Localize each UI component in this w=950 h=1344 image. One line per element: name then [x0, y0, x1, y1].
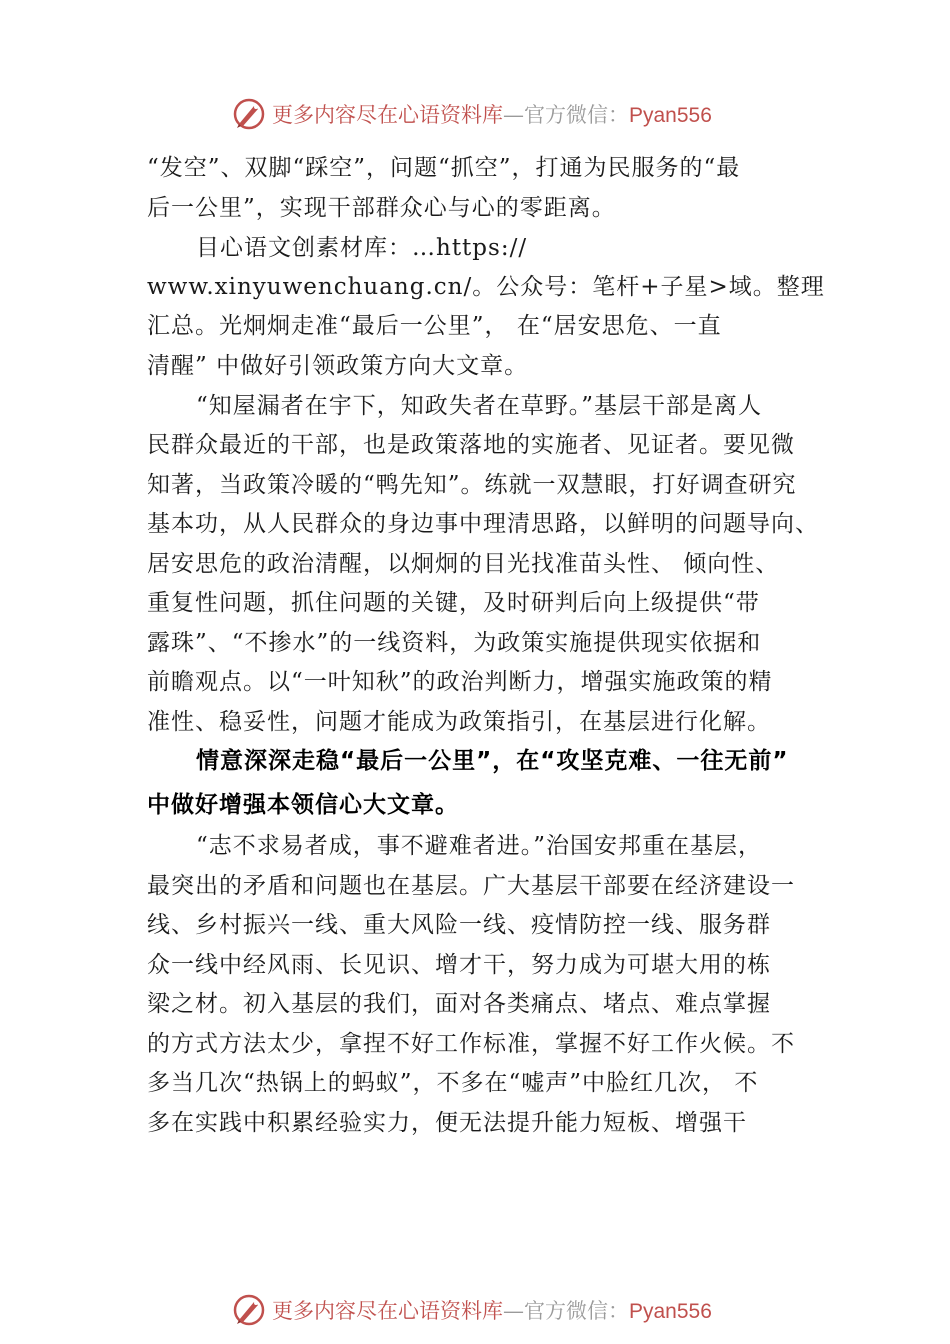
- text-line: 目心语文创素材库：…https://: [196, 235, 528, 261]
- footer-dash: —: [503, 1299, 524, 1323]
- page-header: [232, 96, 752, 132]
- text-line: 露珠”、“不掺水”的一线资料，为政策实施提供现实依据和: [147, 630, 762, 656]
- footer-wechat-label: 官方微信：: [524, 1299, 629, 1323]
- text-line: 民群众最近的干部，也是政策落地的实施者、见证者。要见微: [147, 432, 795, 458]
- page-footer: [232, 1292, 752, 1328]
- text-line: 重复性问题，抓住问题的关键，及时研判后向上级提供“带: [147, 590, 760, 616]
- text-line: 清醒” 中做好引领政策方向大文章。: [147, 353, 529, 379]
- text-line: 最突出的矛盾和问题也在基层。广大基层干部要在经济建设一: [147, 873, 795, 899]
- header-wechat-id: Pyan556: [629, 104, 712, 127]
- footer-title: 更多内容尽在心语资料库: [272, 1299, 503, 1323]
- text-line: “发空”、双脚“踩空”，问题“抓空”，打通为民服务的“最: [147, 155, 741, 181]
- text-line: 基本功，从人民群众的身边事中理清思路，以鲜明的问题导向、: [147, 511, 819, 537]
- section-heading: 情意深深走稳“最后一公里”，在“攻坚克难、一往无前”: [196, 748, 789, 774]
- text-line: 多在实践中积累经验实力，便无法提升能力短板、增强干: [147, 1110, 747, 1136]
- text-line: 众一线中经风雨、长见识、增才干，努力成为可堪大用的栋: [147, 952, 771, 978]
- footer-wechat-id: Pyan556: [629, 1300, 712, 1323]
- text-line: 前瞻观点。以“一叶知秋”的政治判断力，增强实施政策的精: [147, 669, 773, 695]
- text-line: 后一公里”，实现干部群众心与心的零距离。: [147, 195, 616, 221]
- header-title: 更多内容尽在心语资料库: [272, 103, 503, 127]
- text-line: 居安思危的政治清醒，以炯炯的目光找准苗头性、 倾向性、: [147, 551, 780, 577]
- text-line: 梁之材。初入基层的我们，面对各类痛点、堵点、难点掌握: [147, 991, 771, 1017]
- text-line: 汇总。光炯炯走准“最后一公里”， 在“居安思危、一直: [147, 313, 722, 339]
- header-wechat-label: 官方微信：: [524, 103, 629, 127]
- text-line: 准性、稳妥性，问题才能成为政策指引，在基层进行化解。: [147, 709, 771, 735]
- section-heading: 中做好增强本领信心大文章。: [147, 792, 459, 818]
- text-line: 的方式方法太少，拿捏不好工作标准，掌握不好工作火候。不: [147, 1031, 795, 1057]
- text-line: “志不求易者成，事不避难者进。”治国安邦重在基层，: [196, 833, 763, 859]
- pen-logo-icon: [232, 1293, 266, 1327]
- text-line: “知屋漏者在宇下，知政失者在草野。”基层干部是离人: [196, 393, 763, 419]
- pen-logo-icon: [232, 97, 266, 131]
- header-dash: —: [503, 103, 524, 127]
- text-line: 知著，当政策冷暖的“鸭先知”。练就一双慧眼，打好调查研究: [147, 472, 797, 498]
- text-line: 多当几次“热锅上的蚂蚁”，不多在“嘘声”中脸红几次， 不: [147, 1070, 759, 1096]
- text-line: www.xinyuwenchuang.cn/。公众号：笔杆+子星>域。整理: [147, 274, 825, 300]
- text-line: 线、乡村振兴一线、重大风险一线、疫情防控一线、服务群: [147, 912, 771, 938]
